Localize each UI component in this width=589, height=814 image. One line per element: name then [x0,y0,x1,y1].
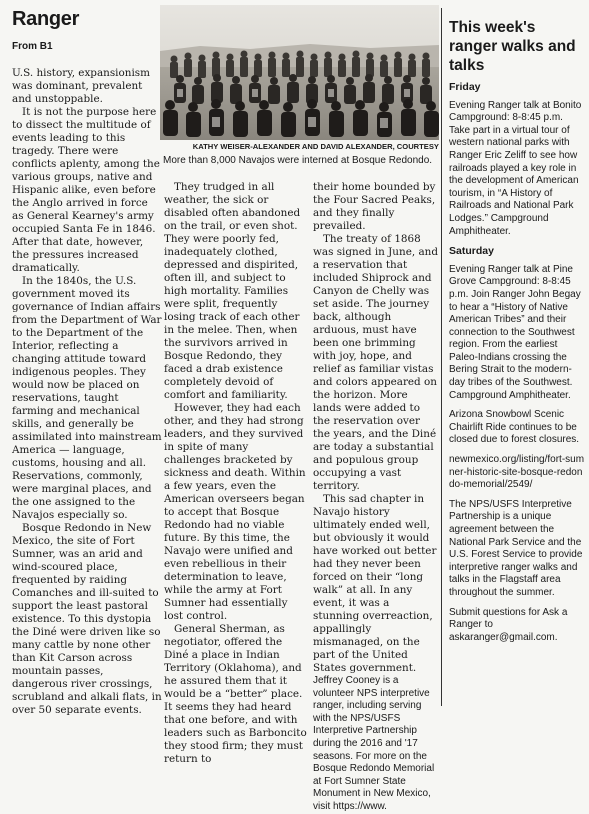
photo-caption: More than 8,000 Navajos were interned at Bosque Redondo. [163,155,433,166]
column-divider [441,8,442,706]
partnership-note: The NPS/USFS Interpretive Partnership is a unique agreement between the National Park Service and the U.S. Forest Service to provide interpretive ranger walks and talks in the Flagstaff area throughout the summer. [449,498,583,598]
article-column-1 [12,67,162,717]
event-saturday: Evening Ranger talk at Pine Grove Campground: 8-8:45 p.m. Join Ranger John Begay to hear a “History of Native American Tribes” and their connection to the Southwest region. From the earliest Paleo-Indians crossing the Bering Strait to the modern-day tribes of the Southwest. Campground Amphitheater. [449,263,581,401]
paragraph: Bosque Redondo in New Mexico, the site of Fort Sumner, was an arid and wind-scoured place, frequented by raiding Comanches and ill-suited to support the least pastoral existence. To this dystopia the Diné were driven like so many cattle by none other than Kit Carson across mountain passes, dangerous river crossings, scrubland and alkali flats, in over 50 separate events. [12,522,162,716]
paragraph: In the 1840s, the U.S. government moved its governance of Indian affairs from the Department of War to the Department of the Interior, reflecting a changing attitude toward indigenous peoples. They would now be placed on reservations, taught farming and mechanical skills, and generally be assimilated into mainstream America — language, customs, housing and all. Reservations, commonly, were marginal places, and the one assigned to the Navajos especially so. [12,275,162,521]
author-bio: Jeffrey Cooney is a volunteer NPS interpretive ranger, including serving with the NPS/USFS Interpretive Partnership during the 2016 and '17 seasons. For more on the Bosque Redondo Memorial at Fort Sumner State Monument in New Mexico, visit https://www. [313,675,435,812]
memorial-url: newmexico.org/listing/fort-sumner-historic-site-bosque-redondo-memorial/2549/ [449,454,585,491]
sidebar-ranger-walks [449,18,585,651]
historical-photo [160,5,439,140]
paragraph: However, they had each other, and they had strong leaders, and they survived in spite of many challenges bracketed by sickness and death. Within a few years, even the American overseers began to accept that Bosque Redondo had no viable future. By this time, the Navajo were unified and even rebellious in their determination to leave, while the army at Fort Sumner had essentially lost control. [164,402,306,622]
day-heading-saturday: Saturday [449,245,494,258]
article-title: Ranger [12,8,80,30]
photo-credit: KATHY WEISER-ALEXANDER AND DAVID ALEXANDER, COURTESY [192,142,439,151]
sidebar-title: This week's ranger walks and talks [449,19,576,74]
paragraph: their home bounded by the Four Sacred Peaks, and they finally prevailed. [313,181,436,232]
continued-from-label: From B1 [12,41,53,52]
paragraph: General Sherman, as negotiator, offered the Diné a place in Indian Territory (Oklahoma), and he assured them that it would be a “better” place. It seems they had heard that one before, and with leaders such as Barboncito they stood firm; they must return to [164,623,307,765]
group-photo-image [160,5,439,140]
article-column-3 [313,181,438,814]
paragraph: It is not the purpose here to dissect the multitude of events leading to this tragedy. There were conflicts aplenty, among the various groups, native and Hispanic alike, even before the Anglo arrived in force as General Kearney's army occupied Santa Fe in 1846. After that date, however, the pressures increased dramatically. [12,106,160,274]
closure-notice: Arizona Snowbowl Scenic Chairlift Ride continues to be closed due to forest closures. [449,409,580,446]
event-friday: Evening Ranger talk at Bonito Campground: 8-8:45 p.m. Take part in a virtual tour of western national parks with Ranger Eric Zeliff to see how railroads played a key role in the development of American tourism, in “A History of Railroads and National Park Lodges.” Campground Amphitheater. [449,99,582,237]
day-heading-friday: Friday [449,81,481,93]
submit-questions-note: Submit questions for Ask a Ranger to askaranger@gmail.com. [449,606,568,643]
paragraph: They trudged in all weather, the sick or disabled often abandoned on the trail, or even shot. They were poorly fed, inadequately clothed, depressed and dispirited, often ill, and subject to high mortality. Families were split, frequently losing track of each other in the melee. Then, when the survivors arrived in Bosque Redondo, they faced a drab existence completely devoid of comfort and familiarity. [164,181,301,401]
paragraph: The treaty of 1868 was signed in June, and a reservation that included Shiprock and Canyon de Chelly was set aside. The journey back, although arduous, must have been one brimming with joy, hope, and relief as familiar vistas and colors appeared on the horizon. More lands were added to the reservation over the years, and the Diné are today a substantial and populous group occupying a vast territory. [313,233,438,492]
article-column-2 [164,181,307,766]
paragraph: This sad chapter in Navajo history ultimately ended well, but obviously it would have worked out better had they never been forced on their “long walk” at all. In any event, it was a stunning overreaction, appallingly mismanaged, on the part of the United States government. [313,493,437,674]
paragraph: U.S. history, expansionism was dominant, prevalent and unstoppable. [12,67,150,105]
